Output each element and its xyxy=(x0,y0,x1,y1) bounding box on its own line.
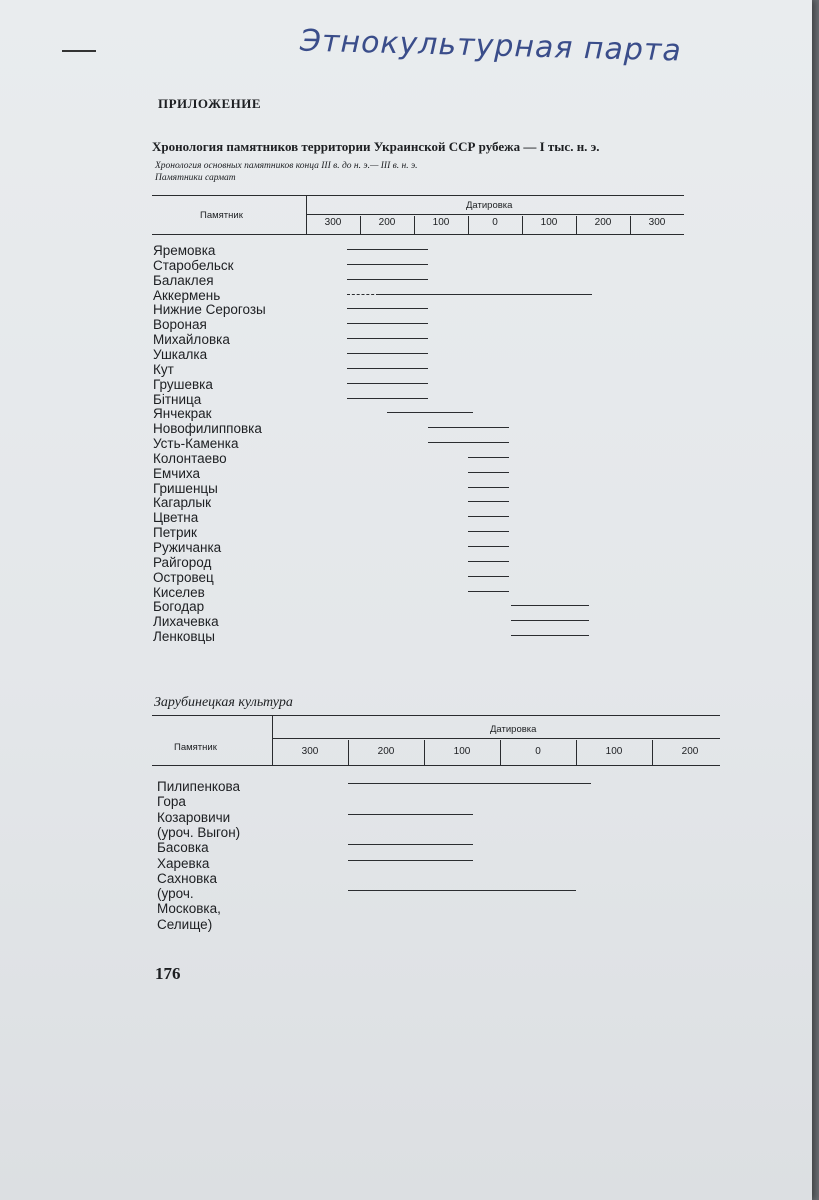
site-name: Богодар xyxy=(153,599,205,615)
table2-tick-label: 100 xyxy=(605,746,623,757)
site-name: Пилипенкова xyxy=(157,779,241,794)
dating-bar xyxy=(347,264,428,265)
site-name: Островец xyxy=(153,569,214,585)
site-name: Райгород xyxy=(153,554,212,570)
dating-bar xyxy=(468,591,509,592)
site-name: Новофилипповка xyxy=(153,421,262,437)
dating-bar xyxy=(468,501,509,502)
site-name: Яремовка xyxy=(153,243,216,258)
site-name: Михайловка xyxy=(153,332,230,348)
dating-bar xyxy=(347,353,428,354)
dating-bar xyxy=(347,383,428,384)
table2-header-bottom-rule xyxy=(152,765,720,766)
dating-bar xyxy=(348,860,473,861)
table2-dating-rule xyxy=(272,738,720,739)
table2-tick-label: 200 xyxy=(681,746,699,757)
table2-tick-divider xyxy=(348,740,349,765)
table2-top-rule xyxy=(152,715,720,716)
dating-bar xyxy=(468,516,509,517)
site-name: Киселев xyxy=(153,584,205,600)
site-name: Вороная xyxy=(153,317,207,333)
site-name: Петрик xyxy=(153,525,197,541)
table1-tick-label: 300 xyxy=(324,217,342,228)
site-name: Кут xyxy=(153,361,174,377)
table1-tick-divider xyxy=(522,216,523,234)
dating-bar xyxy=(347,323,428,324)
page-number: 176 xyxy=(155,964,181,983)
table1-tick-divider xyxy=(414,216,415,234)
table2-tick-divider xyxy=(500,740,501,765)
site-name: Селище) xyxy=(157,916,213,932)
table2-tick-label: 200 xyxy=(377,746,395,757)
dating-bar xyxy=(347,308,428,309)
dating-bar xyxy=(468,576,509,577)
table2-tick-divider xyxy=(652,740,653,765)
table1-tick-label: 200 xyxy=(378,217,396,228)
table2-col-site: Памятник xyxy=(174,742,217,753)
dating-bar xyxy=(468,546,509,547)
site-name: Сахновка xyxy=(157,870,218,886)
table1-col-site: Памятник xyxy=(200,210,243,221)
table2-tick-divider xyxy=(424,740,425,765)
table1-header-bottom-rule xyxy=(152,234,684,235)
table1-tick-label: 100 xyxy=(432,217,450,228)
table1-tick-label: 300 xyxy=(648,217,666,228)
dating-bar xyxy=(468,487,509,488)
site-name: Ленковцы xyxy=(153,629,215,645)
dating-bar xyxy=(379,294,592,295)
dating-bar xyxy=(511,605,589,606)
dating-bar xyxy=(468,472,509,473)
site-name: Басовка xyxy=(157,840,209,856)
table1-dating-rule xyxy=(306,214,684,215)
site-name: Цветна xyxy=(153,510,199,526)
site-name: Гора xyxy=(157,794,186,810)
site-name: Бітница xyxy=(153,391,202,407)
site-name: Ушкалка xyxy=(153,346,208,362)
table2-col-dating: Датировка xyxy=(490,724,537,735)
table2-tick-label: 100 xyxy=(453,746,471,757)
dating-bar xyxy=(347,398,428,399)
table1-top-rule xyxy=(152,195,684,196)
dating-bar xyxy=(511,635,589,636)
dating-bar xyxy=(348,783,591,784)
site-name: Колонтаево xyxy=(153,450,227,466)
table1-tick-label: 0 xyxy=(492,217,498,228)
handwritten-note: Этнокультурная парта xyxy=(299,23,683,69)
dating-bar xyxy=(468,457,509,458)
subtitle: Хронология основных памятников конца III в. до н. э.— III в. н. э. xyxy=(155,161,418,171)
site-name: Усть-Каменка xyxy=(153,436,239,452)
dating-bar xyxy=(347,294,379,295)
table1-header-divider xyxy=(306,195,307,235)
site-name: Козаровичи xyxy=(157,809,231,825)
section2-label: Зарубинецкая культура xyxy=(154,695,293,710)
site-name: Кагарлык xyxy=(153,495,212,511)
table1-tick-divider xyxy=(576,216,577,234)
dating-bar xyxy=(348,844,473,845)
dating-bar xyxy=(387,412,473,413)
site-name: Ружичанка xyxy=(153,540,222,555)
table2-header-divider xyxy=(272,716,273,766)
dating-bar xyxy=(428,442,509,443)
site-name: Аккермень xyxy=(153,287,221,303)
page-title: Хронология памятников территории Украинской ССР рубежа — I тыс. н. э. xyxy=(152,139,600,154)
dating-bar xyxy=(468,561,509,562)
site-name: Нижние Серогозы xyxy=(153,302,266,318)
site-name: Грушевка xyxy=(153,376,213,392)
table1-col-dating: Датировка xyxy=(466,200,513,211)
dating-bar xyxy=(347,338,428,339)
site-name: Янчекрак xyxy=(153,406,212,422)
site-name: (уроч. Выгон) xyxy=(157,824,241,840)
site-name: Лихачевка xyxy=(153,614,219,630)
dating-bar xyxy=(347,249,428,250)
table1-tick-divider xyxy=(468,216,469,234)
dating-bar xyxy=(428,427,509,428)
table1-tick-label: 100 xyxy=(540,217,558,228)
table2-tick-label: 0 xyxy=(535,746,541,757)
site-name: Гришенцы xyxy=(153,480,218,496)
appendix-heading: ПРИЛОЖЕНИЕ xyxy=(158,96,262,111)
site-name: Харевка xyxy=(157,855,210,871)
table2-tick-divider xyxy=(576,740,577,765)
dating-bar xyxy=(468,531,509,532)
dating-bar xyxy=(347,368,428,369)
site-name: Балаклея xyxy=(153,272,214,288)
table1-tick-label: 200 xyxy=(594,217,612,228)
site-name: (уроч. xyxy=(157,886,194,902)
dating-bar xyxy=(511,620,589,621)
table2-tick-label: 300 xyxy=(301,746,319,757)
site-name: Московка, xyxy=(157,901,221,917)
dating-bar xyxy=(348,814,473,815)
top-dash-mark xyxy=(62,50,96,52)
dating-bar xyxy=(347,279,428,280)
dating-bar xyxy=(348,890,576,891)
table1-tick-divider xyxy=(360,216,361,234)
site-name: Старобельск xyxy=(153,257,234,273)
section1-label: Памятники сармат xyxy=(155,173,236,183)
table1-tick-divider xyxy=(630,216,631,234)
site-name: Емчиха xyxy=(153,465,200,481)
